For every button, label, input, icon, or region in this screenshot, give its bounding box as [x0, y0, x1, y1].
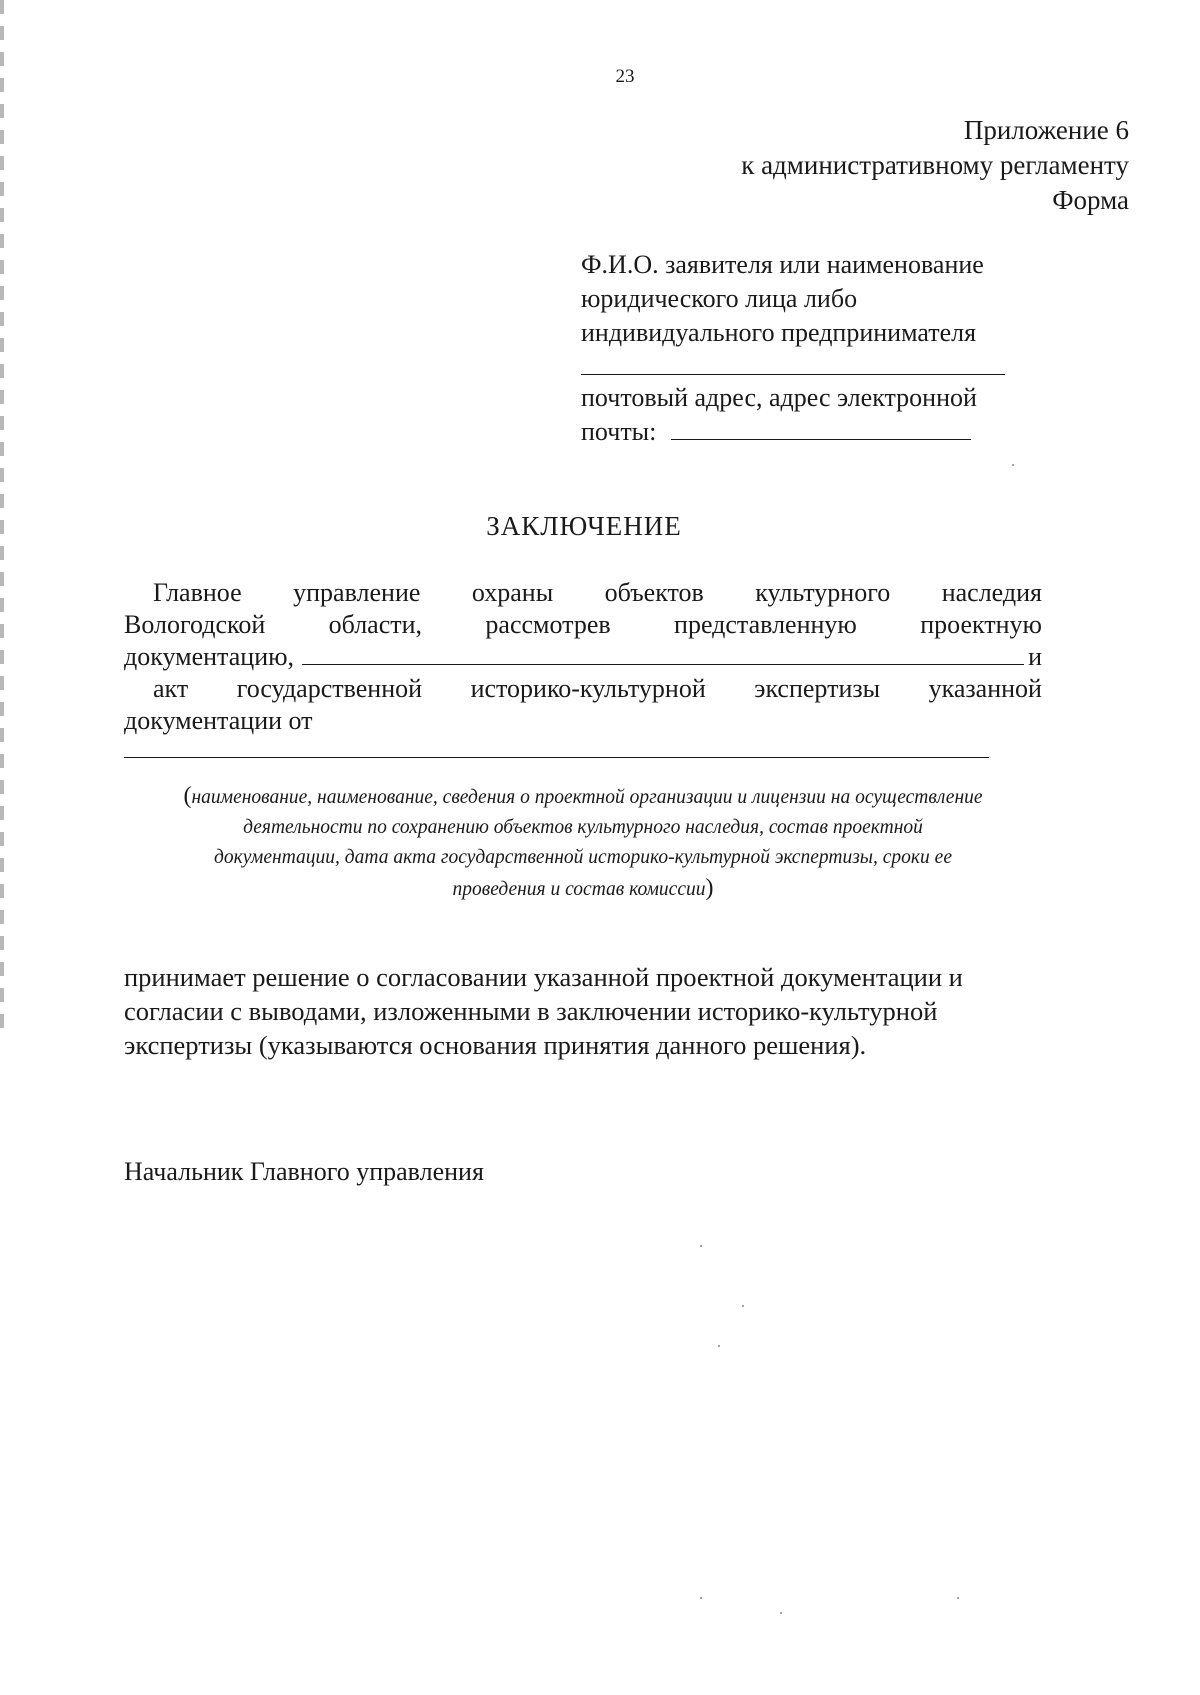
- body-line-2: [124, 609, 1042, 641]
- body-word: области,: [328, 610, 423, 639]
- decision-line-2: согласии с выводами, изложенными в заключении историко-культурной: [124, 996, 938, 1026]
- applicant-line-2: юридического лица либо: [581, 284, 858, 313]
- body-word: объектов: [604, 578, 704, 607]
- document-title: ЗАКЛЮЧЕНИЕ: [486, 511, 682, 541]
- body-word: Главное: [153, 578, 242, 607]
- body-word: охраны: [471, 578, 554, 607]
- body-word: акт: [153, 674, 189, 703]
- body-line-5: документации от: [124, 706, 313, 735]
- note-line-1: [124, 781, 1042, 813]
- note-open-paren: (: [183, 783, 192, 809]
- appendix-line-2: к административному регламенту: [741, 150, 1129, 180]
- body-word: представленную: [674, 610, 857, 639]
- body-line-1: [124, 577, 1042, 609]
- body-word: наследия: [941, 578, 1042, 607]
- scan-speck: [700, 1597, 702, 1599]
- page-number: 23: [615, 66, 635, 87]
- applicant-line-1: Ф.И.О. заявителя или наименование: [581, 250, 984, 279]
- applicant-block: [581, 248, 1021, 449]
- body-word: культурного: [755, 578, 891, 607]
- decision-line-1: принимает решение о согласовании указанной проектной документации и: [124, 962, 963, 992]
- note-text: наименование, наименование, сведения о проектной организации и лицензии на осуществление: [191, 787, 983, 808]
- body-word: историко-культурной: [470, 674, 706, 703]
- body-line-4: [124, 673, 1042, 705]
- body-word: экспертизы: [754, 674, 881, 703]
- body-line-3: [124, 641, 1042, 673]
- body-word: Вологодской: [124, 610, 266, 639]
- documentation-date-field[interactable]: [124, 737, 989, 758]
- body-word: и: [1028, 642, 1042, 671]
- scan-speck: [718, 1345, 720, 1347]
- decision-line-3: экспертизы (указываются основания принятия данного решения).: [124, 1030, 867, 1060]
- body-word: указанной: [928, 674, 1042, 703]
- note-close-paren: ): [705, 875, 714, 901]
- documentation-field[interactable]: [302, 644, 1024, 665]
- scan-speck: [780, 1612, 782, 1614]
- appendix-form-label: Форма: [1052, 185, 1129, 215]
- appendix-line-1: Приложение 6: [963, 115, 1129, 145]
- body-word: государственной: [236, 674, 423, 703]
- signature-title: Начальник Главного управления: [124, 1157, 484, 1186]
- scan-speck: [742, 1305, 744, 1307]
- body-word: проектную: [920, 610, 1042, 639]
- scan-speck: [957, 1597, 959, 1599]
- address-line-1: почтовый адрес, адрес электронной: [581, 383, 977, 412]
- scan-speck: [700, 1245, 702, 1247]
- conclusion-body: [124, 577, 1042, 758]
- body-word: документацию,: [124, 642, 295, 671]
- address-line-2: [581, 415, 1021, 449]
- body-word: управление: [293, 578, 421, 607]
- body-word: рассмотрев: [485, 610, 611, 639]
- note-line-2: деятельности по сохранению объектов культурного наследия, состав проектной: [243, 817, 923, 838]
- applicant-line-3: индивидуального предпринимателя: [581, 318, 977, 347]
- address-field[interactable]: [671, 419, 971, 440]
- applicant-name-field[interactable]: [581, 350, 1005, 375]
- decision-paragraph: [124, 960, 1054, 1062]
- field-hint-note: [124, 781, 1042, 905]
- appendix-header: [741, 113, 1129, 218]
- note-line-4: [124, 873, 1042, 905]
- note-text: проведения и состав комиссии: [452, 879, 706, 900]
- scan-speck: [1012, 464, 1014, 466]
- note-line-3: документации, дата акта государственной историко-культурной экспертизы, сроки ее: [214, 847, 952, 868]
- address-label: почты:: [581, 417, 657, 446]
